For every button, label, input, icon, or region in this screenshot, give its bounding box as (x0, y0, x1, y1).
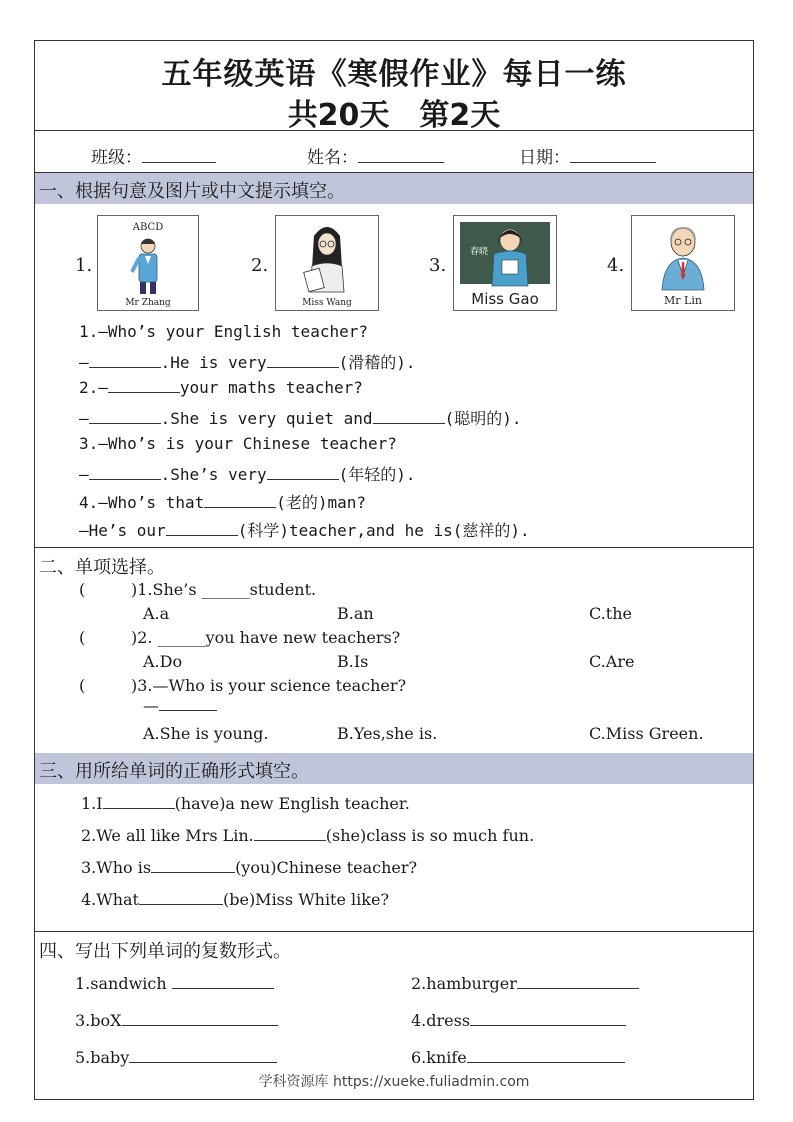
section1-title: 一、根据句意及图片或中文提示填空。 (39, 181, 345, 202)
answer-blank[interactable] (517, 974, 639, 989)
divider (35, 130, 753, 131)
q1-question: 1.—Who’s your English teacher? (79, 322, 368, 341)
mc-option[interactable]: B.Is (337, 652, 369, 671)
picture-mr-lin (631, 215, 735, 311)
fill-item: 2.We all like Mrs Lin. (she)class is so much fun. (81, 826, 535, 845)
teacher-illustration-icon (454, 216, 556, 310)
q4-question: 4.—Who’s that (老的)man? (79, 493, 367, 512)
mc-question-3: )3.—Who is your science teacher? (131, 676, 407, 695)
answer-blank[interactable] (151, 858, 235, 873)
mc-question-1: )1.She’s ______student. (131, 580, 317, 599)
answer-blank[interactable] (267, 465, 339, 480)
mc-question-2: )2. ______you have new teachers? (131, 628, 401, 647)
mc-option[interactable]: C.Are (589, 652, 635, 671)
plural-item: 5.baby (75, 1048, 277, 1067)
answer-blank[interactable] (267, 353, 339, 368)
class-blank[interactable] (142, 146, 216, 163)
teacher-illustration-icon (276, 216, 378, 310)
picture-caption: Miss Gao (471, 290, 539, 308)
mc-option[interactable]: B.an (337, 604, 374, 623)
answer-blank[interactable] (129, 1048, 277, 1063)
picture-number: 2. (251, 255, 269, 276)
fill-item: 3.Who is (you)Chinese teacher? (81, 858, 418, 877)
picture-caption: Mr Lin (664, 294, 702, 307)
plural-item: 1.sandwich (75, 974, 274, 993)
answer-blank[interactable] (89, 465, 161, 480)
fill-item: 4.What (be)Miss White like? (81, 890, 390, 909)
answer-blank[interactable] (204, 493, 276, 508)
picture-number: 1. (75, 255, 93, 276)
name-field (307, 143, 444, 168)
page-title: 五年级英语《寒假作业》每日一练 (161, 57, 627, 92)
q3-question: 3.—Who’s is your Chinese teacher? (79, 434, 397, 453)
date-label: 日期： (519, 148, 570, 168)
answer-blank[interactable] (139, 890, 223, 905)
answer-blank[interactable] (108, 378, 180, 393)
plural-item: 2.hamburger (411, 974, 639, 993)
answer-paren[interactable]: ( (79, 676, 86, 695)
page-subtitle: 共20天 第2天 (287, 98, 501, 133)
plural-item: 3.boX (75, 1011, 278, 1030)
date-blank[interactable] (570, 146, 656, 163)
divider (35, 931, 753, 932)
mc-option[interactable]: B.Yes,she is. (337, 724, 438, 743)
answer-blank[interactable] (89, 353, 161, 368)
answer-paren[interactable]: ( (79, 580, 86, 599)
q2-answer-line: — .She is very quiet and (聪明的). (79, 409, 522, 428)
name-label: 姓名： (307, 148, 358, 168)
picture-miss-wang (275, 215, 379, 311)
answer-blank[interactable] (122, 1011, 278, 1026)
section2-title: 二、单项选择。 (39, 557, 165, 578)
picture-caption: Mr Zhang (125, 298, 171, 308)
worksheet-frame (34, 40, 754, 1100)
mc-answer-dash: — (143, 696, 217, 715)
answer-blank[interactable] (159, 698, 217, 711)
picture-caption: Miss Wang (302, 298, 352, 308)
board-text: 春晓 (470, 247, 489, 257)
divider (35, 547, 753, 548)
section3-title: 三、用所给单词的正确形式填空。 (39, 761, 309, 782)
board-text: ABCD (132, 222, 164, 233)
class-label: 班级： (91, 148, 142, 168)
answer-blank[interactable] (470, 1011, 626, 1026)
q4-answer-line: —He’s our (科学)teacher,and he is(慈祥的). (79, 521, 530, 540)
mc-option[interactable]: A.Do (143, 652, 183, 671)
picture-number: 4. (607, 255, 625, 276)
picture-number: 3. (429, 255, 447, 276)
class-field (91, 143, 216, 168)
mc-option[interactable]: C.the (589, 604, 632, 623)
plural-item: 6.knife (411, 1048, 625, 1067)
answer-blank[interactable] (467, 1048, 625, 1063)
q3-answer-line: — .She’s very (年轻的). (79, 465, 416, 484)
mc-option[interactable]: A.She is young. (143, 724, 269, 743)
mc-option[interactable]: A.a (143, 604, 170, 623)
q1-answer-line: — .He is very (滑稽的). (79, 353, 416, 372)
plural-item: 4.dress (411, 1011, 626, 1030)
teacher-illustration-icon (632, 216, 734, 310)
answer-blank[interactable] (172, 974, 274, 989)
picture-mr-zhang (97, 215, 199, 311)
answer-blank[interactable] (89, 409, 161, 424)
answer-blank[interactable] (254, 826, 326, 841)
answer-blank[interactable] (103, 794, 175, 809)
name-blank[interactable] (358, 146, 444, 163)
picture-miss-gao (453, 215, 557, 311)
mc-option[interactable]: C.Miss Green. (589, 724, 704, 743)
section4-title: 四、写出下列单词的复数形式。 (39, 941, 291, 962)
answer-blank[interactable] (373, 409, 445, 424)
date-field (519, 143, 656, 168)
answer-paren[interactable]: ( (79, 628, 86, 647)
fill-item: 1.I (have)a new English teacher. (81, 794, 410, 813)
footer-watermark: 学科资源库 https://xueke.fuliadmin.com (258, 1074, 530, 1090)
q2-question: 2.— your maths teacher? (79, 378, 363, 397)
answer-blank[interactable] (166, 521, 238, 536)
teacher-illustration-icon (98, 216, 198, 310)
